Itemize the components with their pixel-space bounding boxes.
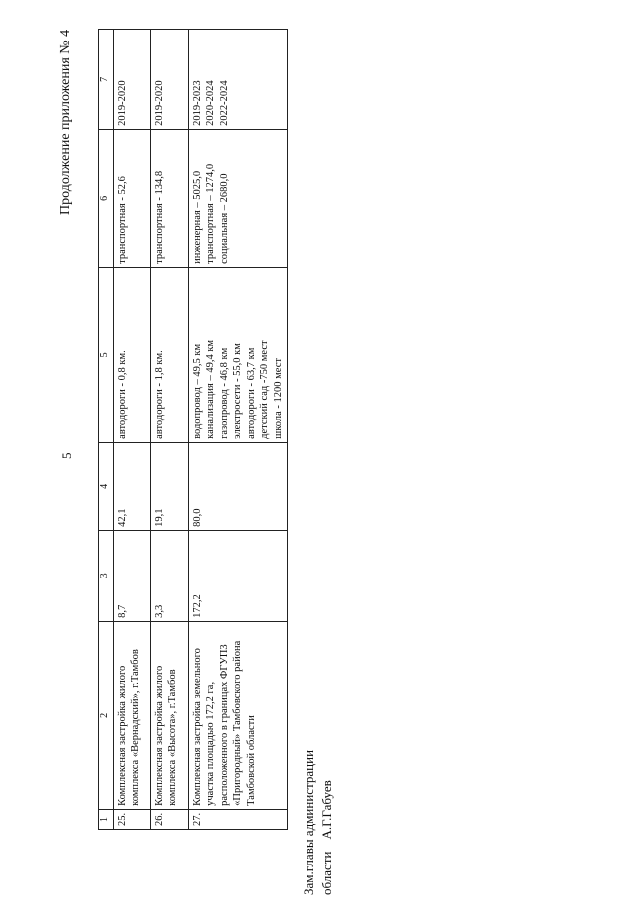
cost-item: инженерная – 5025,0 [192, 170, 203, 264]
signature-line [318, 750, 336, 895]
data-table [98, 29, 288, 830]
table-row [189, 29, 288, 829]
infrastructure-item: газопровод - 46,8 км [218, 347, 230, 439]
cost-cell [189, 129, 288, 267]
page-number: 5 [59, 452, 74, 459]
object-name: Комплексная застройка земельного участка площадью 172,2 га, расположенного в границах ФГУП3 «Пригородный» Тамбовского района Тамбовской области [189, 621, 288, 809]
period-cell [151, 29, 189, 129]
object-name: Комплексная застройка жилого комплекса «Вернадский», г.Тамбов [114, 621, 151, 809]
infrastructure-item: канализация – 49,4 км [205, 339, 217, 439]
capacity-value: 80,0 [189, 442, 288, 530]
table-row [114, 29, 151, 829]
column-header: 1 [99, 809, 114, 829]
signature-block [300, 750, 335, 895]
cost-item: социальная – 2680,0 [218, 173, 230, 264]
infrastructure-item: автодороги - 1,8 км. [154, 350, 165, 439]
object-name: Комплексная застройка жилого комплекса «Высота», г.Тамбов [151, 621, 189, 809]
row-number: 27. [189, 809, 288, 829]
column-header: 2 [99, 621, 114, 809]
row-number: 26. [151, 809, 189, 829]
cost-cell [114, 129, 151, 267]
signatory-name: А.Г.Габуев [318, 780, 334, 840]
cost-item: транспортная - 52,6 [117, 176, 128, 264]
area-value: 3,3 [151, 530, 189, 621]
capacity-value: 42,1 [114, 442, 151, 530]
table-header-row [99, 29, 114, 829]
infrastructure-item: школа - 1200 мест [272, 358, 284, 439]
period-item: 2019-2020 [154, 80, 165, 126]
continuation-heading: Продолжение приложения № 4 [58, 29, 73, 215]
period-cell [114, 29, 151, 129]
column-header: 7 [99, 29, 114, 129]
area-value: 8,7 [114, 530, 151, 621]
infrastructure-item: автодороги - 63,7 км [245, 347, 257, 439]
cost-item: транспортная - 134,8 [154, 170, 165, 264]
cost-cell [151, 129, 189, 267]
infrastructure-item: детский сад -750 мест [259, 340, 271, 439]
period-item: 2022-2024 [218, 80, 230, 126]
infrastructure-cell [114, 267, 151, 442]
column-header: 4 [99, 442, 114, 530]
period-item: 2019-2023 [192, 80, 203, 126]
period-item: 2020-2024 [205, 80, 217, 126]
column-header: 6 [99, 129, 114, 267]
table-row [151, 29, 189, 829]
signature-region: области [318, 851, 334, 895]
period-cell [189, 29, 288, 129]
infrastructure-item: электросети - 55,0 км [232, 343, 244, 439]
area-value: 172,2 [189, 530, 288, 621]
cost-item: транспортная – 1274,0 [205, 163, 217, 264]
infrastructure-item: водопровод – 49,5 км [192, 343, 203, 439]
infrastructure-cell [189, 267, 288, 442]
infrastructure-item: автодороги - 0,8 км. [117, 350, 128, 439]
column-header: 5 [99, 267, 114, 442]
capacity-value: 19,1 [151, 442, 189, 530]
period-item: 2019-2020 [117, 80, 128, 126]
signature-title: Зам.главы администрации [301, 749, 316, 895]
column-header: 3 [99, 530, 114, 621]
row-number: 25. [114, 809, 151, 829]
infrastructure-cell [151, 267, 189, 442]
